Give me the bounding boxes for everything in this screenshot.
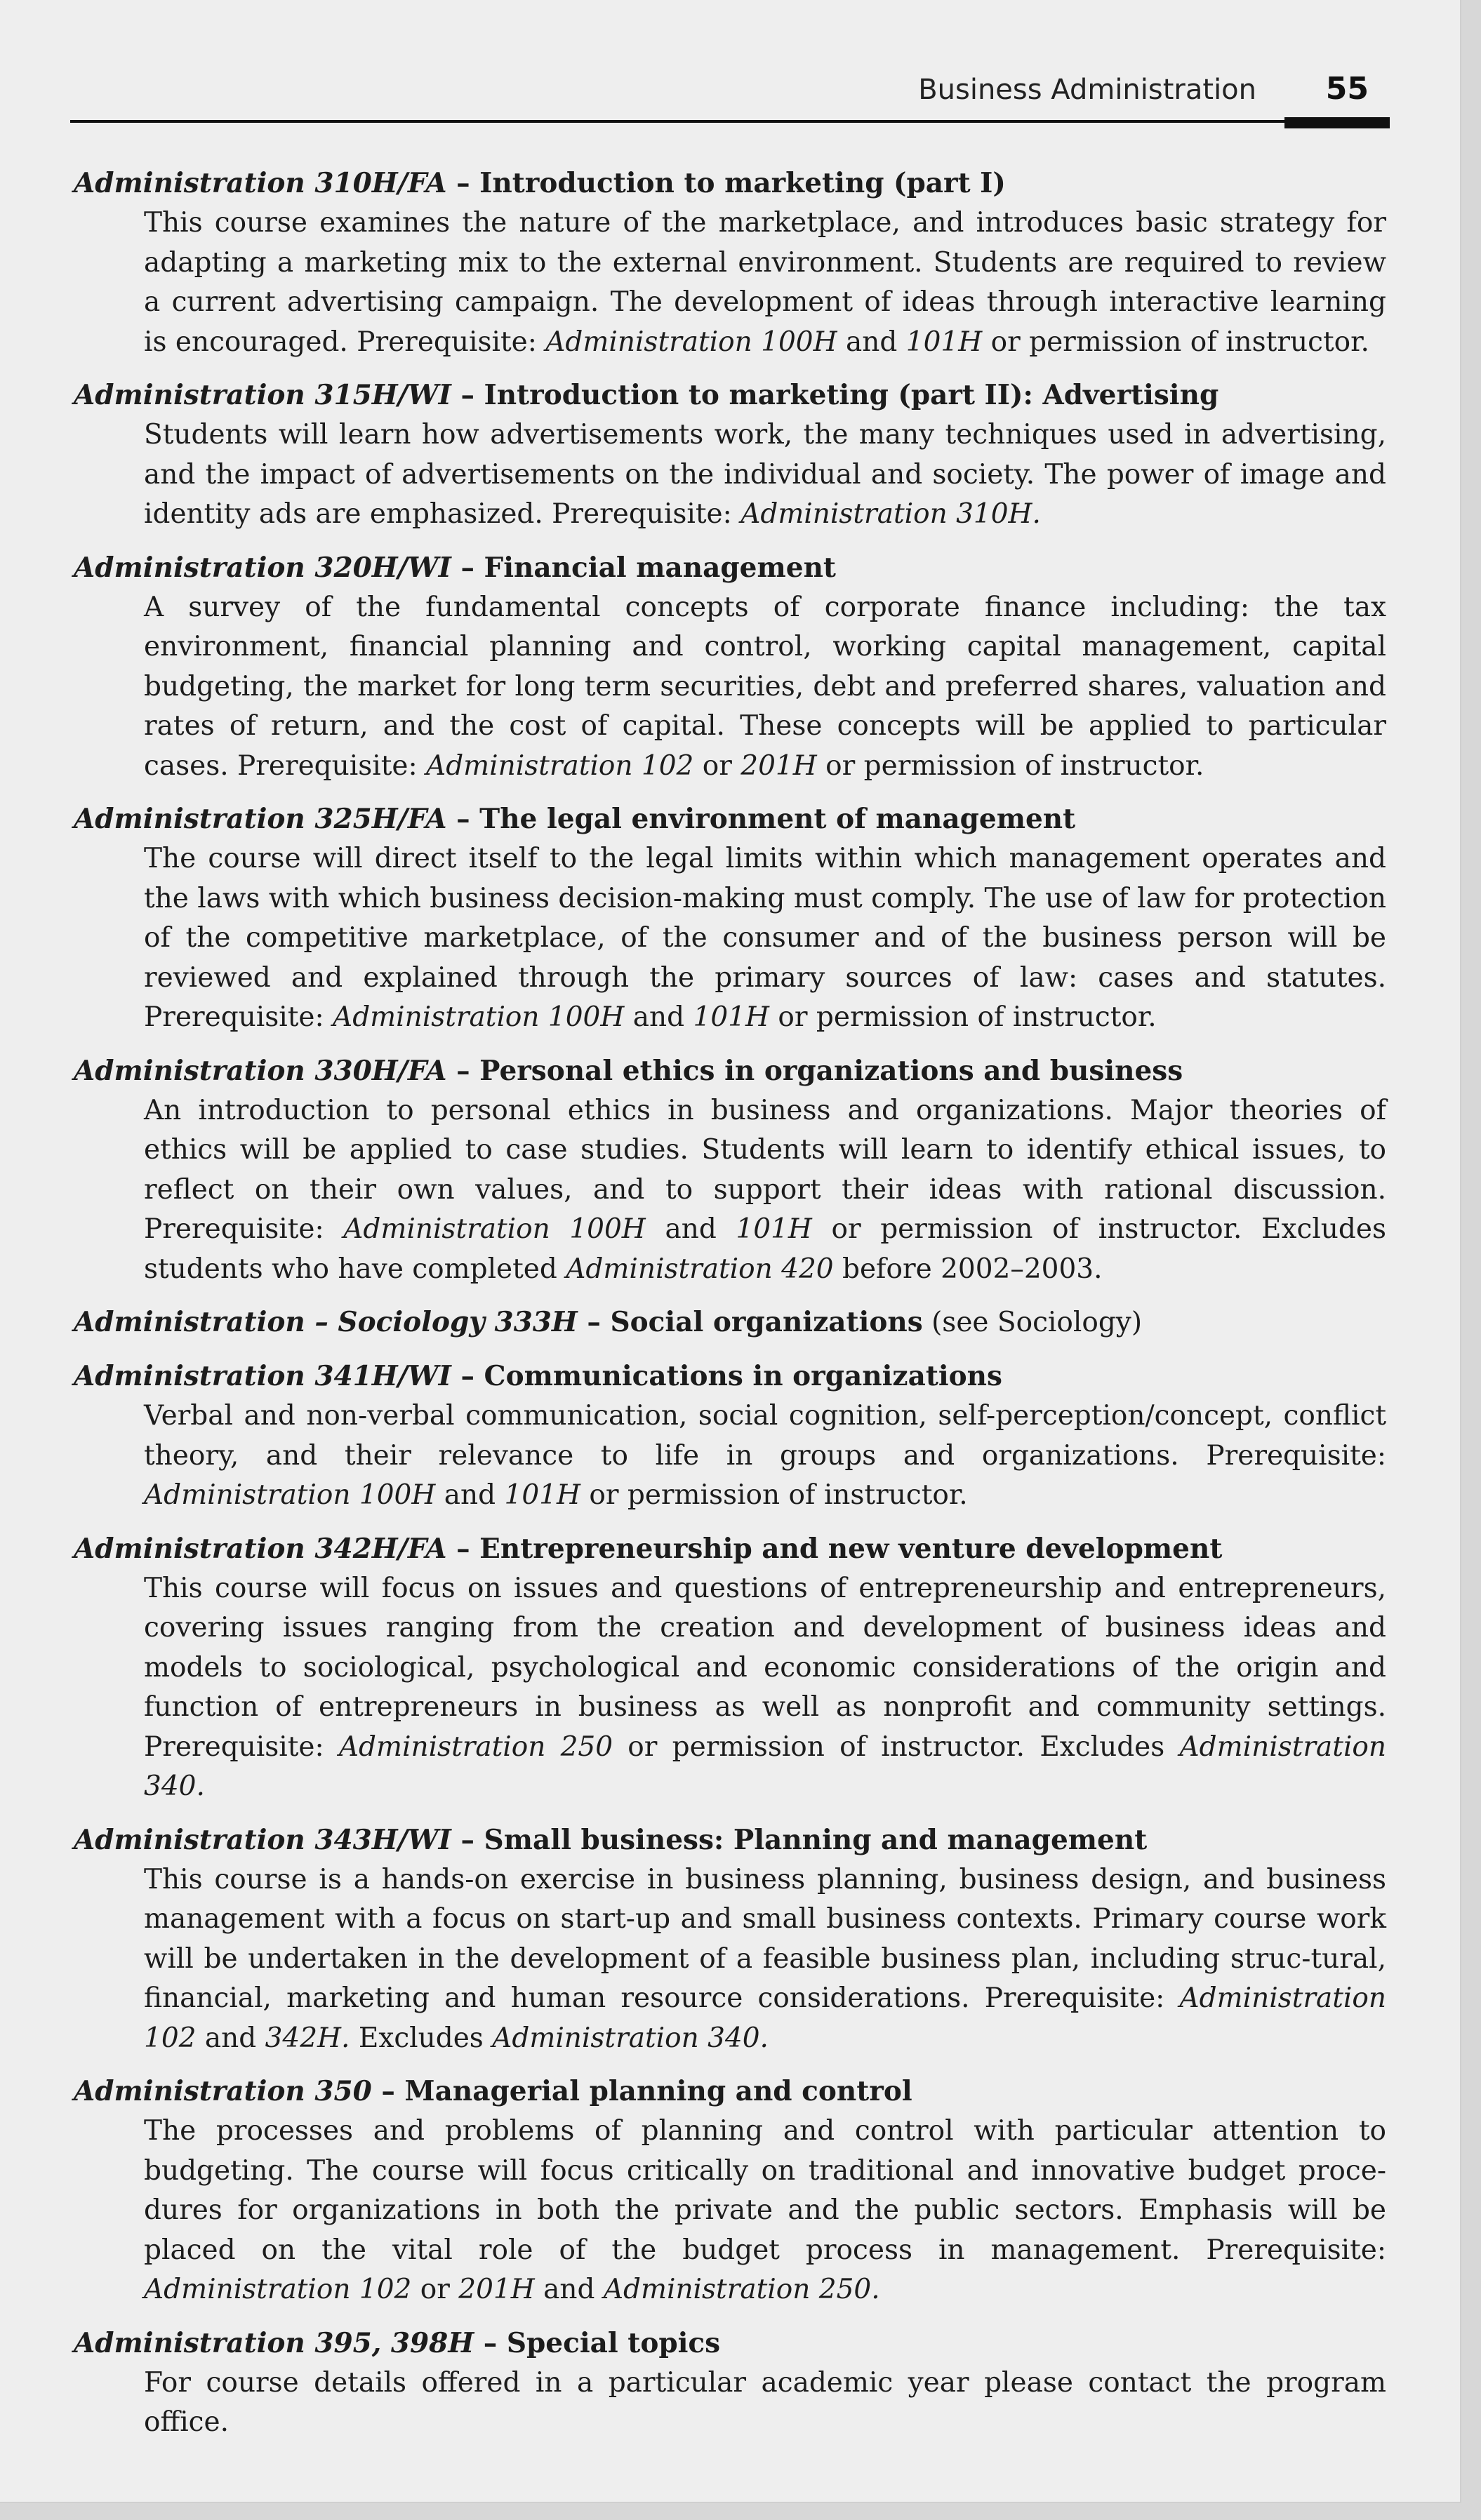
course-separator: – [446, 803, 480, 835]
course-heading [74, 1820, 1386, 1860]
course-reference: Administration 250. [603, 2274, 880, 2305]
course-description [144, 1569, 1386, 1807]
course-heading [74, 547, 1386, 588]
course-description [144, 839, 1386, 1038]
course-heading [74, 1528, 1386, 1569]
course-heading [74, 375, 1386, 415]
description-text: or permission of instructor. [982, 326, 1369, 358]
description-text: or permission of instructor. Excludes students who have completed [144, 1213, 1386, 1285]
course-list [74, 163, 1386, 2455]
course-reference: 201H [740, 749, 817, 782]
course-reference: Administration 420 [566, 1253, 834, 1285]
course-title: Communications in organizations [484, 1360, 1002, 1392]
course-code: Administration 350 [74, 2075, 372, 2107]
course-heading [74, 163, 1386, 204]
course-entry [74, 799, 1386, 1038]
course-separator: – [446, 167, 480, 199]
description-text: or permission of instructor. [580, 1479, 968, 1511]
course-heading [74, 1302, 1386, 1343]
description-text: and [837, 326, 906, 358]
description-text: This course will focus on issues and questions of entrepreneurship and entrepreneurs, covering issues ranging from the creation and development of business ideas and models to sociological, psychological and economic considerations of the origin and function of entrepreneurs in business as well as nonprofit and community settings. Prerequisite: [144, 1572, 1386, 1763]
course-reference: Administration 340. [492, 2022, 769, 2054]
course-code: Administration 310H/FA [74, 167, 447, 199]
course-title: Introduction to marketing (part II): Advertising [484, 379, 1219, 411]
course-separator: – [451, 551, 484, 584]
description-text: This course examines the nature of the marketplace, and introduces basic strategy for adapting a marketing mix to the external environment. Students are required to review a current advertising campaign. The development of ideas through interactive learning is encouraged. Prerequisite: [144, 207, 1386, 358]
page-number: 55 [1325, 71, 1369, 107]
description-text: An introduction to personal ethics in business and organizations. Major theories of ethics will be applied to case studies. Students will learn to identify ethical issues, to reflect on their own values, and to support their ideas with rational discussion. Prerequisite: [144, 1094, 1386, 1245]
description-text: or permission of instructor. Excludes [613, 1731, 1180, 1763]
course-code: Administration 320H/WI [74, 551, 451, 584]
course-separator: – [474, 2326, 507, 2359]
description-text: or permission of instructor. [769, 1001, 1157, 1033]
course-description [144, 588, 1386, 787]
course-code: Administration 343H/WI [74, 1823, 451, 1856]
course-reference: 101H [693, 1001, 769, 1033]
course-code: Administration – Sociology 333H [74, 1306, 578, 1338]
description-text: and [624, 1001, 693, 1033]
course-reference: Administration 250 [338, 1731, 613, 1763]
course-reference: 101H [504, 1479, 580, 1511]
course-separator: – [451, 1360, 484, 1392]
description-text: or [693, 749, 741, 782]
course-code: Administration 325H/FA [74, 803, 447, 835]
course-description [144, 1396, 1386, 1516]
description-text: This course is a hands-on exercise in business planning, business design, and business management with a focus on start-up and small business contexts. Primary course work will be undertaken in the development of a feasible business plan, including struc-tural, financial, marketing and human resource considerations. Prerequisite: [144, 1863, 1386, 2014]
description-text: The course will direct itself to the legal limits within which management operates and the laws with which business decision-making must comply. The use of law for protection of the competitive marketplace, of the consumer and of the business person will be reviewed and explained through the primary sources of law: cases and statutes. Prerequisite: [144, 843, 1386, 1033]
course-heading [74, 1356, 1386, 1396]
description-text: A survey of the fundamental concepts of corporate finance including: the tax environment, financial planning and control, working capital management, capital budgeting, the market for long term securities, debt and preferred shares, valuation and rates of return, and the cost of capital. These concepts will be applied to particular cases. Prerequisite: [144, 591, 1386, 782]
description-text: For course details offered in a particular academic year please contact the program office. [144, 2366, 1386, 2438]
section-title: Business Administration [918, 74, 1256, 106]
course-entry [74, 2323, 1386, 2443]
course-description [144, 204, 1386, 362]
page-header [70, 60, 1390, 130]
course-title: Financial management [484, 551, 836, 584]
course-reference: Administration 100H [144, 1479, 436, 1511]
description-text: and [534, 2274, 604, 2305]
course-title: Special topics [506, 2326, 721, 2359]
course-reference: Administration 310H. [740, 498, 1041, 530]
course-separator: – [451, 1823, 484, 1856]
course-description [144, 2112, 1386, 2310]
cross-reference-note: (see Sociology) [922, 1307, 1143, 1338]
course-entry [74, 2071, 1386, 2310]
description-text: Students will learn how advertisements work, the many techniques used in advertising, and the impact of advertisements on the individual and society. The power of image and identity ads are emphasized. Prerequisite: [144, 419, 1386, 530]
course-description [144, 1091, 1386, 1290]
course-reference: 101H [905, 326, 983, 358]
description-text: and [196, 2022, 265, 2054]
course-reference: Administration 340. [144, 1731, 1387, 1802]
course-title: Small business: Planning and management [484, 1823, 1148, 1856]
course-code: Administration 341H/WI [74, 1360, 451, 1392]
course-reference: Administration 100H [333, 1001, 625, 1033]
description-text: and [645, 1213, 736, 1245]
description-text: or [411, 2274, 459, 2305]
description-text: or permission of instructor. [816, 749, 1204, 782]
course-separator: – [451, 379, 484, 411]
course-separator: – [446, 1054, 480, 1087]
description-text: before 2002–2003. [833, 1253, 1103, 1285]
header-rule [70, 120, 1390, 123]
course-code: Administration 330H/FA [74, 1054, 447, 1087]
course-code: Administration 342H/FA [74, 1532, 447, 1565]
course-title: Introduction to marketing (part I) [479, 167, 1006, 199]
course-heading [74, 1051, 1386, 1091]
course-reference: Administration 100H [545, 326, 837, 358]
course-description [144, 415, 1386, 535]
description-text: Verbal and non-verbal communication, social cognition, self-perception/concept, conflict theory, and their relevance to life in groups and organizations. Prerequisite: [144, 1400, 1386, 1472]
course-reference: 101H [736, 1213, 812, 1245]
course-entry [74, 1051, 1386, 1290]
course-title: The legal environment of management [479, 803, 1076, 835]
course-reference: Administration 102 [144, 2274, 412, 2305]
course-entry [74, 1820, 1386, 2059]
course-entry [74, 1528, 1386, 1807]
description-text: Excludes [350, 2022, 493, 2054]
course-title: Managerial planning and control [404, 2075, 912, 2107]
course-separator: – [371, 2075, 405, 2107]
course-reference: Administration 102 [144, 1982, 1386, 2054]
header-tab-marker [1284, 117, 1390, 128]
course-entry [74, 1302, 1386, 1343]
course-reference: 342H. [265, 2022, 350, 2054]
course-entry [74, 375, 1386, 535]
course-reference: 201H [458, 2274, 535, 2305]
course-title: Entrepreneurship and new venture development [479, 1532, 1223, 1565]
course-separator: – [446, 1532, 480, 1565]
course-entry [74, 163, 1386, 362]
course-code: Administration 395, 398H [74, 2326, 474, 2359]
course-title: Personal ethics in organizations and business [479, 1054, 1183, 1087]
course-entry [74, 1356, 1386, 1516]
description-text: The processes and problems of planning and control with particular attention to budgeting. The course will focus critically on traditional and innovative budget proce-dures for organizations in both the private and the public sectors. Emphasis will be placed on the vital role of the budget process in management. Prerequisite: [144, 2115, 1386, 2266]
course-separator: – [577, 1306, 611, 1338]
course-description [144, 1860, 1386, 2059]
course-code: Administration 315H/WI [74, 379, 451, 411]
course-description [144, 2364, 1386, 2443]
course-reference: Administration 100H [343, 1213, 646, 1245]
course-reference: Administration 102 [426, 749, 694, 782]
course-heading [74, 2323, 1386, 2364]
course-heading [74, 2071, 1386, 2112]
course-entry [74, 547, 1386, 787]
course-title: Social organizations [610, 1306, 923, 1338]
description-text: and [435, 1479, 505, 1511]
course-heading [74, 799, 1386, 839]
